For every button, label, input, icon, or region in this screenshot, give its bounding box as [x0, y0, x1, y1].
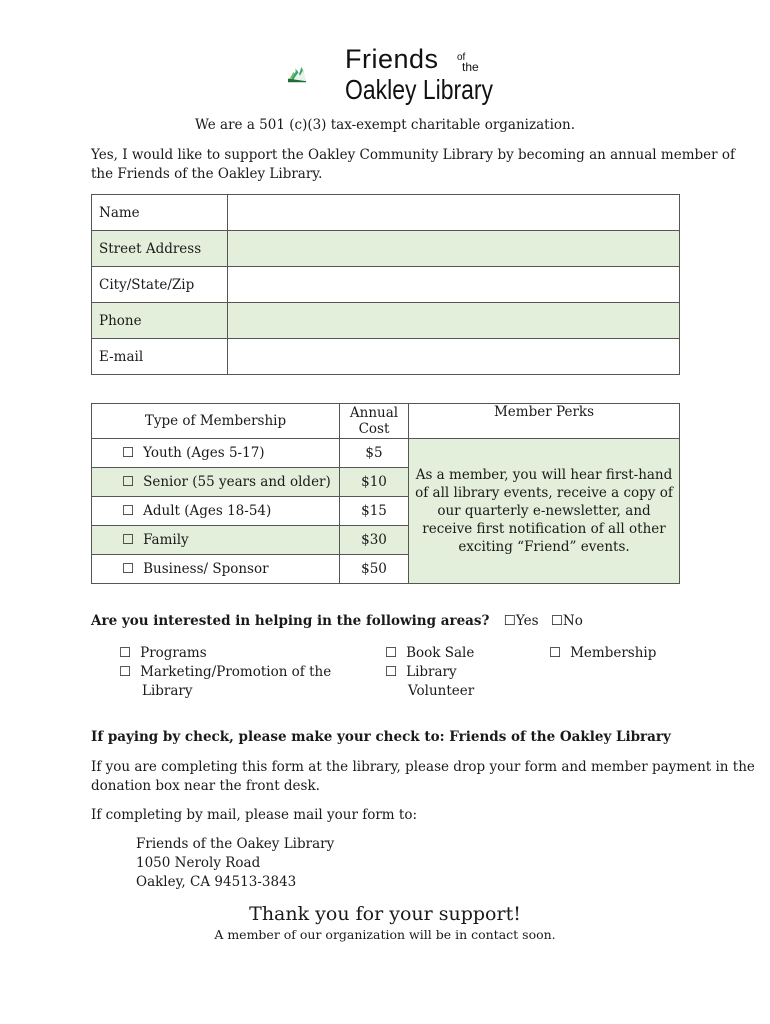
- helping-col-1: [119, 644, 331, 701]
- checkbox-icon: ☐: [122, 503, 135, 519]
- membership-type-label: Senior (55 years and older): [143, 474, 331, 490]
- street-address-label: Street Address: [92, 231, 228, 267]
- helping-option-book-sale[interactable]: [385, 644, 474, 663]
- city-state-zip-field[interactable]: [228, 267, 680, 303]
- membership-option-family[interactable]: [92, 526, 340, 555]
- checkbox-icon: ☐: [119, 664, 132, 680]
- option-label: Book Sale: [406, 645, 475, 661]
- cost-header-line1: Annual: [349, 405, 399, 421]
- checkbox-icon: ☐: [122, 561, 135, 577]
- name-label: Name: [92, 195, 228, 231]
- cost-header-line2: Cost: [358, 421, 390, 437]
- helping-no-checkbox[interactable]: ☐No: [550, 613, 583, 629]
- membership-table: [91, 403, 680, 584]
- email-field[interactable]: [228, 339, 680, 375]
- membership-cost: $30: [340, 526, 409, 555]
- membership-type-label: Family: [143, 532, 189, 548]
- checkbox-icon: ☐: [119, 645, 132, 661]
- membership-option-adult[interactable]: [92, 497, 340, 526]
- option-label: Library: [406, 664, 457, 680]
- member-perks-text: As a member, you will hear first-hand of all library events, receive a copy of our quarterly e-newsletter, and receive first notification of all other exciting “Friend” events.: [409, 439, 680, 584]
- checkbox-icon: ☐: [385, 664, 398, 680]
- helping-option-marketing[interactable]: [119, 663, 331, 682]
- helping-option-programs[interactable]: [119, 644, 331, 663]
- membership-cost: $50: [340, 555, 409, 584]
- mail-instructions: If completing by mail, please mail your form to:: [91, 807, 418, 823]
- perks-header: Member Perks: [409, 404, 680, 439]
- contact-note: A member of our organization will be in contact soon.: [214, 927, 556, 942]
- helping-question: Are you interested in helping in the following areas?: [91, 613, 490, 629]
- support-line-2: the Friends of the Oakley Library.: [91, 166, 323, 182]
- checkbox-icon: ☐: [385, 645, 398, 661]
- membership-cost: $10: [340, 468, 409, 497]
- phone-label: Phone: [92, 303, 228, 339]
- cost-header: [340, 404, 409, 439]
- membership-cost: $15: [340, 497, 409, 526]
- helping-col-2: [385, 644, 474, 701]
- mailing-address: [136, 835, 334, 892]
- membership-option-business[interactable]: [92, 555, 340, 584]
- address-line: 1050 Neroly Road: [136, 855, 261, 871]
- helping-option-library-volunteer[interactable]: [385, 663, 474, 682]
- checkbox-icon: ☐: [122, 532, 135, 548]
- membership-type-label: Business/ Sponsor: [143, 561, 269, 577]
- friends-logo-mark: [288, 48, 348, 102]
- thank-you-heading: Thank you for your support!: [249, 903, 521, 925]
- checkbox-icon: ☐: [122, 445, 135, 461]
- membership-cost: $5: [340, 439, 409, 468]
- option-label: Marketing/Promotion of the: [140, 664, 332, 680]
- logo-of-text: of: [457, 52, 466, 63]
- option-label: Membership: [570, 645, 657, 661]
- member-info-table: [91, 194, 680, 375]
- logo-library-text: Oakley Library: [345, 74, 494, 105]
- helping-yes-checkbox[interactable]: ☐Yes: [503, 613, 539, 629]
- phone-field[interactable]: [228, 303, 680, 339]
- helping-col-3: [549, 644, 656, 663]
- checkbox-icon: ☐: [122, 474, 135, 490]
- support-line-1: Yes, I would like to support the Oakley Community Library by becoming an annual member of: [91, 147, 736, 163]
- helping-question-row: [91, 612, 583, 631]
- membership-type-label: Youth (Ages 5-17): [143, 445, 265, 461]
- check-payee-line: If paying by check, please make your check to: Friends of the Oakley Library: [91, 729, 671, 745]
- city-state-zip-label: City/State/Zip: [92, 267, 228, 303]
- checkbox-icon: ☐: [549, 645, 562, 661]
- option-label: Programs: [140, 645, 207, 661]
- street-address-field[interactable]: [228, 231, 680, 267]
- logo-the-text: the: [462, 60, 479, 74]
- membership-type-label: Adult (Ages 18-54): [143, 503, 272, 519]
- option-label-continued: Library: [142, 683, 193, 699]
- address-line: Oakley, CA 94513-3843: [136, 874, 297, 890]
- option-label-continued: Volunteer: [408, 683, 475, 699]
- membership-option-senior[interactable]: [92, 468, 340, 497]
- logo-friends-text: Friends: [345, 44, 439, 74]
- membership-option-youth[interactable]: [92, 439, 340, 468]
- tax-status-line: We are a 501 (c)(3) tax-exempt charitable organization.: [195, 117, 575, 133]
- email-label: E-mail: [92, 339, 228, 375]
- name-field[interactable]: [228, 195, 680, 231]
- helping-option-membership[interactable]: [549, 644, 656, 663]
- type-header: Type of Membership: [92, 404, 340, 439]
- library-drop-line-1: If you are completing this form at the library, please drop your form and member payment in the: [91, 759, 755, 775]
- address-line: Friends of the Oakey Library: [136, 836, 335, 852]
- library-drop-line-2: donation box near the front desk.: [91, 778, 320, 794]
